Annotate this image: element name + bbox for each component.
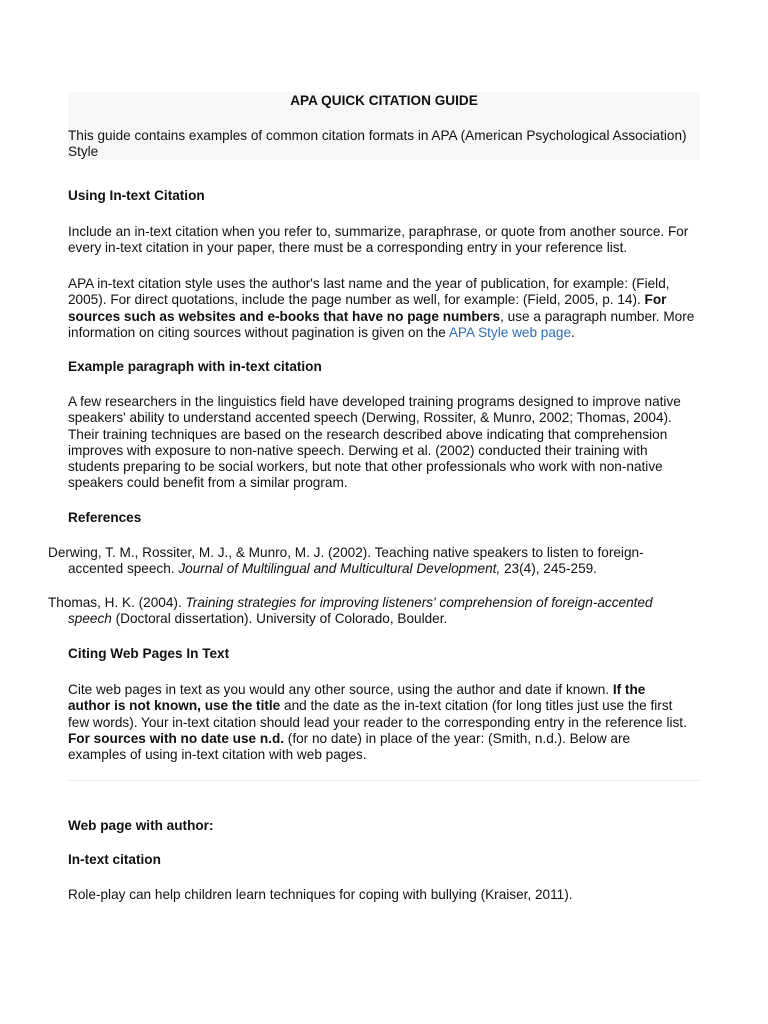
web-author-example: Role-play can help children learn techniques for coping with bullying (Kraiser, 2011). — [68, 887, 573, 902]
text-run: Derwing, T. M., Rossiter, M. J., & Munro, M. J. (2002). Teaching native speakers to listen to foreign-accented speech. — [48, 545, 644, 577]
text-run: 23(4), 245-259. — [500, 561, 597, 577]
text-run: Thomas, H. K. (2004). — [48, 595, 186, 610]
text-run: (Doctoral dissertation). University of Colorado, Boulder. — [111, 611, 448, 627]
web-pages-paragraph — [68, 682, 688, 763]
section-heading-web-author: Web page with author: — [68, 818, 214, 833]
text-run: APA in-text citation style uses the author's last name and the year of publication, for example: (Field, 2005). For direct quotations, include the page number as well, for example: (Field, 2005, p. 14). — [68, 276, 670, 308]
text-run: . — [571, 324, 575, 340]
subheading-in-text-citation: In-text citation — [68, 852, 161, 867]
page-title: APA QUICK CITATION GUIDE — [290, 93, 478, 108]
text-run: and the date as the in-text citation (for long titles just use the first few words). Your in-text citation should lead your reader to the corresponding entry in the reference list. — [68, 698, 687, 730]
section-heading-web-pages: Citing Web Pages In Text — [68, 646, 230, 661]
text-run: , use a paragraph number. More information on citing sources without pagination is given on the — [68, 308, 695, 340]
in-text-paragraph-2 — [68, 276, 700, 341]
intro-paragraph: This guide contains examples of common citation formats in APA (American Psychological Association) Style — [68, 128, 687, 160]
apa-style-web-page-link[interactable]: APA Style web page — [448, 324, 572, 340]
example-paragraph: A few researchers in the linguistics field have developed training programs designed to improve native speakers' ability to understand accented speech (Derwing, Rossiter, & Munro, 2002; Thomas, 2004). Their training techniques are based on the research described above indicating that comprehension improves with exposure to non-native speech. Derwing et al. (2002) conducted their training with students preparing to be social workers, but note that other professionals who work with non-native speakers could benefit from a similar program. — [68, 394, 681, 491]
bold-text-run: For sources with no date use n.d. — [68, 730, 285, 746]
reference-entry-derwing — [48, 545, 678, 578]
text-run: (for no date) in place of the year: (Smith, n.d.). Below are examples of using in-text citation with web pages. — [68, 730, 631, 763]
bold-text-run: If the author is not known, use the title — [68, 682, 646, 714]
section-heading-example: Example paragraph with in-text citation — [68, 359, 322, 374]
italic-text-run: Journal of Multilingual and Multicultural Development, — [178, 561, 501, 577]
reference-entry-thomas — [48, 595, 678, 628]
bold-text-run: For sources such as websites and e-books that have no page numbers — [68, 292, 667, 324]
text-run: Cite web pages in text as you would any other source, using the author and date if known. — [68, 682, 613, 697]
section-heading-references: References — [68, 510, 142, 525]
italic-text-run: Training strategies for improving listeners' comprehension of foreign-accented speech — [68, 595, 653, 627]
section-heading-in-text: Using In-text Citation — [68, 188, 205, 203]
section-divider — [68, 780, 700, 781]
in-text-paragraph-1: Include an in-text citation when you refer to, summarize, paraphrase, or quote from another source. For every in-text citation in your paper, there must be a corresponding entry in your reference list. — [68, 224, 689, 256]
